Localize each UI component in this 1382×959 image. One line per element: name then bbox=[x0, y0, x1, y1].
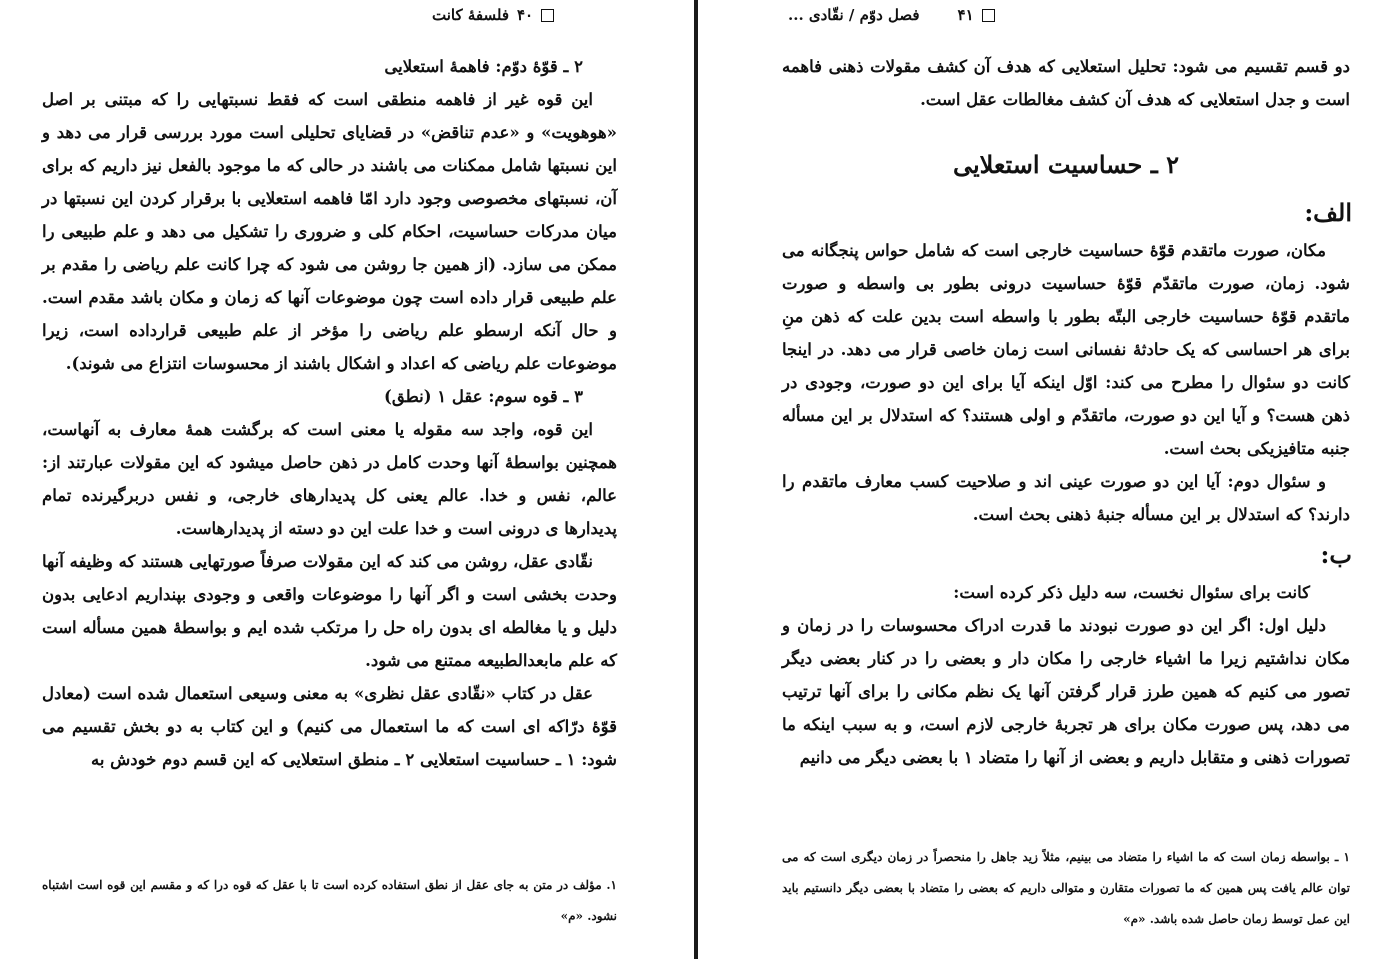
right-footnote bbox=[782, 842, 1350, 935]
paragraph: این قوه غیر از فاهمه منطقی است که فقط نسبتهایی را که مبتنی بر اصل «هوهویت» و «عدم تناقض» در قضایای تحلیلی است مورد بررسی قرار می دهد و این نسبتها شامل ممکنات می باشند در حالی که ما موجود بالفعل نیز داریم که برای آن، نسبتهای مخصوصی وجود دارد امّا فاهمه استعلایی با برقرار کردن این نسبتها در میان مدرکات حساسیت، احکام کلی و ضروری را تشکیل می دهد و علم طبیعی را ممکن می سازد. (از همین جا روشن می شود که چرا کانت علم ریاضی را مقدم بر علم طبیعی قرار داده است چون موضوعات آنها که زمان و مکان باشد مقدم است. و حال آنکه ارسطو علم ریاضی را مؤخر از علم طبیعی قرارداده است، زیرا موضوعات علم ریاضی که اعداد و اشکال باشند از محسوسات انتزاع می شوند). bbox=[42, 90, 617, 373]
paragraph: مکان، صورت ماتقدم قوّهٔ حساسیت خارجی است که شامل حواس پنجگانه می شود. زمان، صورت ماتقدّم قوّهٔ حساسیت درونی بطور بی واسطه و صورت ماتقدم قوّهٔ حساسیت خارجی البتّه بطور با واسطه است بدین علت که ذهن منِ برای هر احساسی که یک حادثهٔ نفسانی است زمان خاصی قرار می دهد. در اینجا کانت دو سئوال را مطرح می کند: اوّل اینکه آیا برای این دو صورت، وجودی در ذهن هست؟ و آیا این دو صورت، ماتقدّم و اولی هستند؟ که استدلال بر این مسأله جنبه متافیزیکی بحث است. bbox=[782, 241, 1350, 458]
book-spine-divider bbox=[694, 0, 698, 959]
subheading-faculty-3: ۳ ـ قوه سوم: عقل ۱ (نطق) bbox=[384, 387, 583, 406]
left-page-header bbox=[432, 6, 554, 24]
running-title: فلسفهٔ کانت bbox=[432, 6, 509, 24]
part-a-text bbox=[782, 234, 1350, 531]
paragraph: کانت برای سئوال نخست، سه دلیل ذکر کرده است: bbox=[953, 583, 1310, 602]
square-icon bbox=[541, 9, 554, 22]
right-intro-text bbox=[782, 50, 1350, 116]
paragraph: این قوه، واجد سه مقوله یا معنی است که برگشت همهٔ معارف به آنهاست، همچنین بواسطهٔ آنها وحدت کامل در ذهن حاصل میشود که این مقولات عبارتند از: عالم، نفس و خدا. عالم یعنی کل پدیدارهای خارجی، و نفس دربرگیرنده تمام پدیدارها ی درونی است و خدا علت این دو دسته از پدیدارهاست. bbox=[42, 420, 617, 538]
right-page bbox=[700, 0, 1382, 959]
paragraph: دلیل اول: اگر این دو صورت نبودند ما قدرت ادراک محسوسات را در زمان و مکان نداشتیم زیرا ما اشیاء خارجی را مکان دار و بعضی را در کنار بعضی دیگر تصور می کنیم که همین طرز قرار گرفتن آنها یک نظم مکانی را برای آنها ترتیب می دهد، پس صورت مکان برای هر تجربهٔ خارجی لازم است، و به سبب اینکه ما تصورات ذهنی و متقابل داریم و بعضی از آنها را متضاد ۱ با بعضی دیگر می دانیم bbox=[782, 616, 1350, 767]
page-number: ۴۰ bbox=[517, 6, 534, 24]
section-title: ۲ ـ حساسیت استعلایی bbox=[952, 150, 1180, 179]
footnote-text: ۱ ـ بواسطه زمان است که ما اشیاء را متضاد می بینیم، مثلاً زید جاهل را منحصراً در زمان دیگری است که می توان عالم یافت پس همین که ما تصورات متقارن و متوالی داریم که بعضی را متضاد با بعضی دیگر دانستیم باید این عمل توسط زمان حاصل شده باشد. «م» bbox=[782, 850, 1350, 926]
paragraph: و سئوال دوم: آیا این دو صورت عینی اند و صلاحیت کسب معارف ماتقدم را دارند؟ که استدلال بر این مسأله جنبهٔ ذهنی بحث است. bbox=[782, 472, 1350, 524]
paragraph: عقل در کتاب «نقّادی عقل نظری» به معنی وسیعی استعمال شده است (معادل قوّهٔ درّاکه ای است که ما استعمال می کنیم) و این کتاب به دو بخش تقسیم می شود: ۱ ـ حساسیت استعلایی ۲ ـ منطق استعلایی که این قسم دوم خودش به bbox=[42, 684, 617, 769]
footnote-text: ۱. مؤلف در متن به جای عقل از نطق استفاده کرده است تا با عقل که قوه درا که و مقسم این قوه است اشتباه نشود. «م» bbox=[42, 878, 617, 923]
subheading-faculty-2: ۲ ـ قوّهٔ دوّم: فاهمهٔ استعلایی bbox=[384, 57, 583, 76]
right-page-header bbox=[788, 6, 995, 24]
paragraph: نقّادی عقل، روشن می کند که این مقولات صرفاً صورتهایی هستند که وظیفه آنها وحدت بخشی است و اگر آنها را موضوعات واقعی و وجودی بپنداریم ادعایی بدون دلیل و یا مغالطه ای بدون راه حل را مرتکب شده ایم و بواسطهٔ همین مسأله است که علم مابعدالطبیعه ممتنع می شود. bbox=[42, 552, 617, 670]
left-footnote bbox=[42, 870, 617, 932]
part-b-text bbox=[782, 576, 1350, 774]
paragraph: دو قسم تقسیم می شود: تحلیل استعلایی که هدف آن کشف مقولات ذهنی فاهمه است و جدل استعلایی که هدف آن کشف مغالطات عقل است. bbox=[782, 57, 1350, 109]
part-b-marker: ب: bbox=[1320, 540, 1352, 569]
running-title: فصل دوّم / نقّادی ... bbox=[788, 6, 920, 24]
page-number: ۴۱ bbox=[957, 6, 974, 24]
square-icon bbox=[982, 9, 995, 22]
part-a-marker: الف: bbox=[1304, 198, 1352, 227]
left-body-text bbox=[42, 50, 617, 776]
